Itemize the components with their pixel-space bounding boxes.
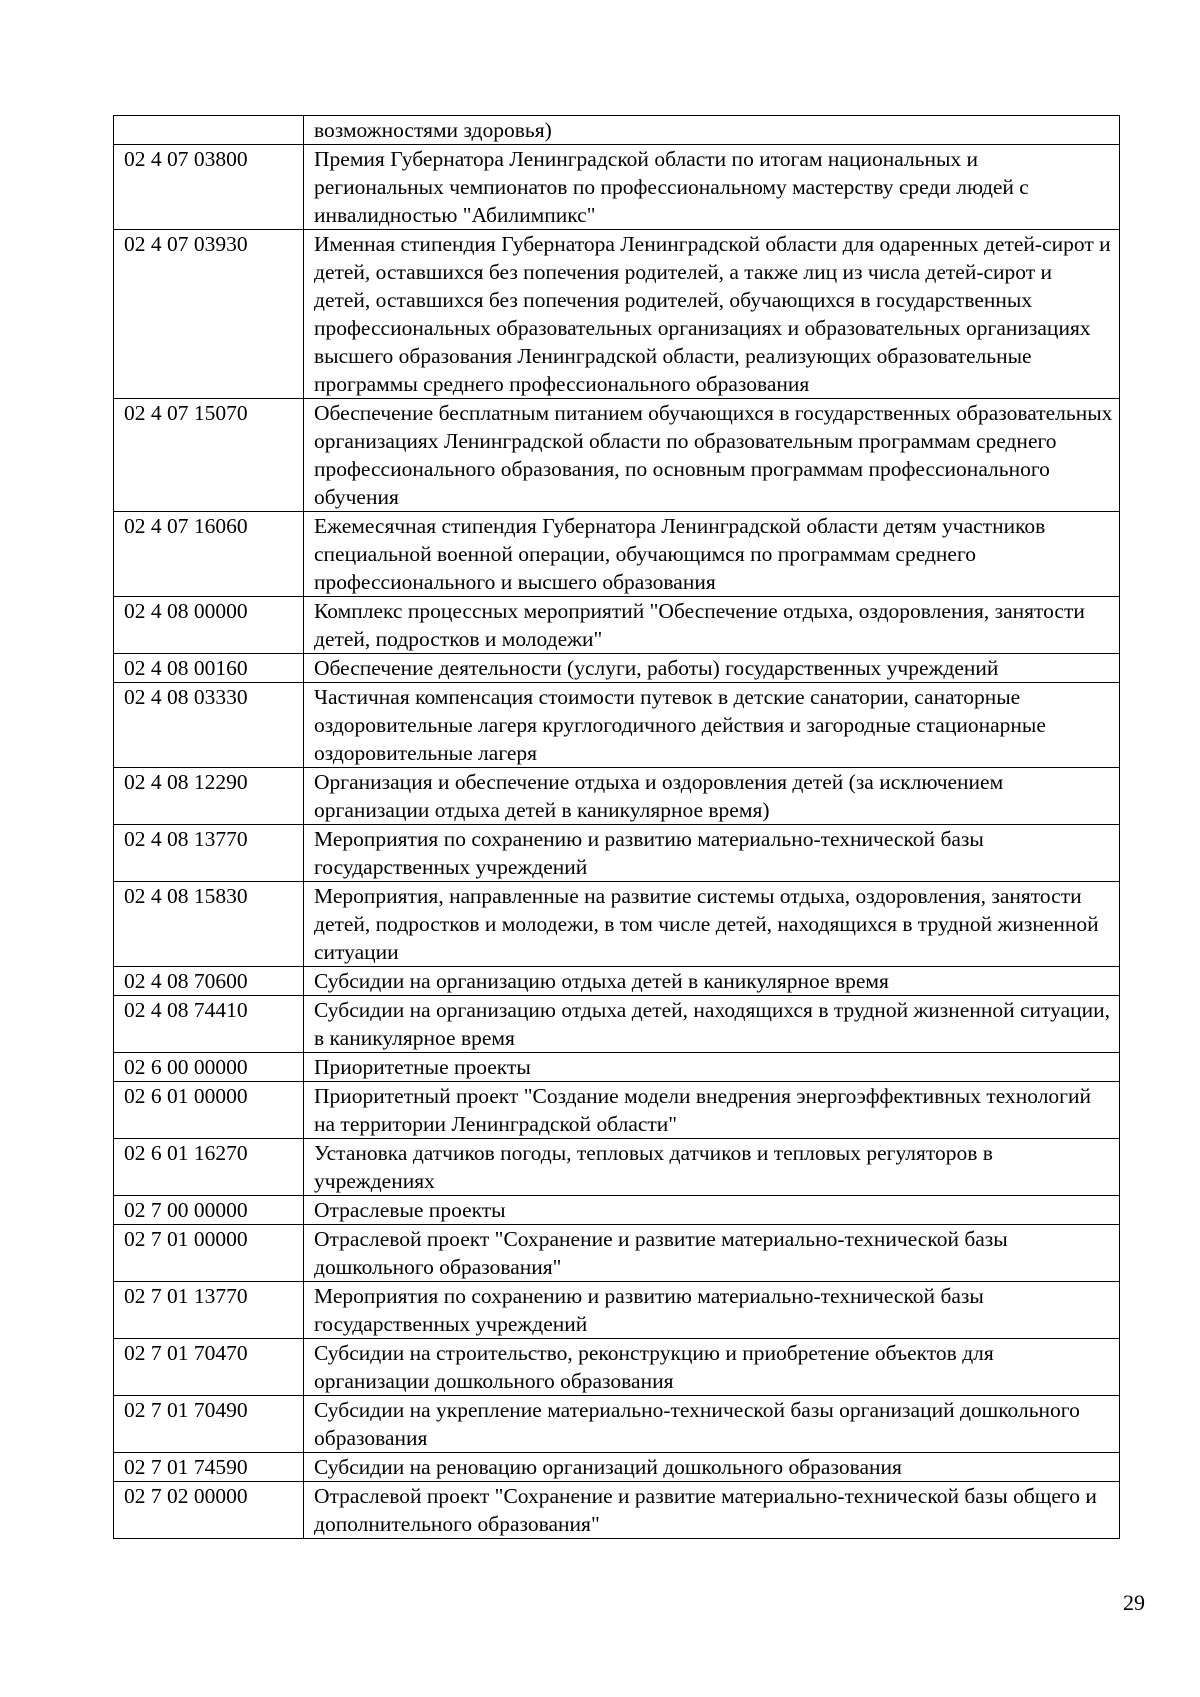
- table-row: [114, 1225, 1120, 1282]
- name-cell: Комплекс процессных мероприятий "Обеспечение отдыха, оздоровления, занятости детей, подростков и молодежи": [304, 597, 1120, 654]
- table-row: [114, 1139, 1120, 1196]
- table-row: [114, 882, 1120, 967]
- name-cell: Приоритетный проект "Создание модели внедрения энергоэффективных технологий на территории Ленинградской области": [304, 1082, 1120, 1139]
- code-cell: 02 4 08 70600: [114, 967, 304, 996]
- code-cell: 02 7 01 13770: [114, 1282, 304, 1339]
- table-row: [114, 145, 1120, 230]
- budget-codes-table: [113, 115, 1120, 1539]
- name-cell: Отраслевой проект "Сохранение и развитие материально-технической базы общего и дополнительного образования": [304, 1482, 1120, 1539]
- name-cell: Приоритетные проекты: [304, 1053, 1120, 1082]
- table-body: [114, 116, 1120, 1539]
- name-cell: Субсидии на реновацию организаций дошкольного образования: [304, 1453, 1120, 1482]
- table-row: [114, 654, 1120, 683]
- table-row: [114, 116, 1120, 145]
- table-row: [114, 1339, 1120, 1396]
- code-cell: 02 4 08 15830: [114, 882, 304, 967]
- table-row: [114, 825, 1120, 882]
- code-cell: 02 7 01 70470: [114, 1339, 304, 1396]
- name-cell: Мероприятия по сохранению и развитию материально-технической базы государственных учреждений: [304, 1282, 1120, 1339]
- name-cell: Ежемесячная стипендия Губернатора Ленинградской области детям участников специальной военной операции, обучающимся по программам среднего профессионального и высшего образования: [304, 512, 1120, 597]
- table-row: [114, 512, 1120, 597]
- table-row: [114, 996, 1120, 1053]
- name-cell: Отраслевые проекты: [304, 1196, 1120, 1225]
- name-cell: Субсидии на укрепление материально-технической базы организаций дошкольного образования: [304, 1396, 1120, 1453]
- name-cell: Субсидии на строительство, реконструкцию и приобретение объектов для организации дошкольного образования: [304, 1339, 1120, 1396]
- name-cell: Мероприятия, направленные на развитие системы отдыха, оздоровления, занятости детей, подростков и молодежи, в том числе детей, находящихся в трудной жизненной ситуации: [304, 882, 1120, 967]
- table-row: [114, 1453, 1120, 1482]
- table-row: [114, 1053, 1120, 1082]
- code-cell: 02 4 08 13770: [114, 825, 304, 882]
- code-cell: 02 4 07 16060: [114, 512, 304, 597]
- code-cell: 02 6 01 16270: [114, 1139, 304, 1196]
- table-row: [114, 1396, 1120, 1453]
- table-row: [114, 1196, 1120, 1225]
- name-cell: Обеспечение бесплатным питанием обучающихся в государственных образовательных организациях Ленинградской области по образовательным программам среднего профессионального образования, по основным программам профессионального обучения: [304, 399, 1120, 512]
- name-cell: Частичная компенсация стоимости путевок в детские санатории, санаторные оздоровительные лагеря круглогодичного действия и загородные стационарные оздоровительные лагеря: [304, 683, 1120, 768]
- table-row: [114, 597, 1120, 654]
- table-row: [114, 1282, 1120, 1339]
- code-cell: 02 6 01 00000: [114, 1082, 304, 1139]
- code-cell: 02 7 01 70490: [114, 1396, 304, 1453]
- table-row: [114, 1482, 1120, 1539]
- code-cell: 02 7 00 00000: [114, 1196, 304, 1225]
- name-cell: Отраслевой проект "Сохранение и развитие материально-технической базы дошкольного образования": [304, 1225, 1120, 1282]
- table-row: [114, 230, 1120, 399]
- name-cell: возможностями здоровья): [304, 116, 1120, 145]
- name-cell: Субсидии на организацию отдыха детей, находящихся в трудной жизненной ситуации, в каникулярное время: [304, 996, 1120, 1053]
- code-cell: 02 4 08 00160: [114, 654, 304, 683]
- code-cell: 02 4 08 74410: [114, 996, 304, 1053]
- name-cell: Мероприятия по сохранению и развитию материально-технической базы государственных учреждений: [304, 825, 1120, 882]
- name-cell: Обеспечение деятельности (услуги, работы) государственных учреждений: [304, 654, 1120, 683]
- table-row: [114, 683, 1120, 768]
- name-cell: Субсидии на организацию отдыха детей в каникулярное время: [304, 967, 1120, 996]
- page-number: 29: [1123, 1590, 1145, 1615]
- code-cell: 02 7 02 00000: [114, 1482, 304, 1539]
- table-row: [114, 1082, 1120, 1139]
- code-cell: [114, 116, 304, 145]
- code-cell: 02 4 08 03330: [114, 683, 304, 768]
- code-cell: 02 4 08 12290: [114, 768, 304, 825]
- code-cell: 02 4 07 15070: [114, 399, 304, 512]
- code-cell: 02 4 08 00000: [114, 597, 304, 654]
- code-cell: 02 4 07 03800: [114, 145, 304, 230]
- table-row: [114, 768, 1120, 825]
- name-cell: Установка датчиков погоды, тепловых датчиков и тепловых регуляторов в учреждениях: [304, 1139, 1120, 1196]
- code-cell: 02 4 07 03930: [114, 230, 304, 399]
- table-row: [114, 399, 1120, 512]
- code-cell: 02 7 01 00000: [114, 1225, 304, 1282]
- name-cell: Именная стипендия Губернатора Ленинградской области для одаренных детей-сирот и детей, оставшихся без попечения родителей, а также лиц из числа детей-сирот и детей, оставшихся без попечения родителей, обучающихся в государственных профессиональных образовательных организациях и образовательных организациях высшего образования Ленинградской области, реализующих образовательные программы среднего профессионального образования: [304, 230, 1120, 399]
- name-cell: Премия Губернатора Ленинградской области по итогам национальных и региональных чемпионатов по профессиональному мастерству среди людей с инвалидностью "Абилимпикс": [304, 145, 1120, 230]
- code-cell: 02 7 01 74590: [114, 1453, 304, 1482]
- table-row: [114, 967, 1120, 996]
- code-cell: 02 6 00 00000: [114, 1053, 304, 1082]
- name-cell: Организация и обеспечение отдыха и оздоровления детей (за исключением организации отдыха детей в каникулярное время): [304, 768, 1120, 825]
